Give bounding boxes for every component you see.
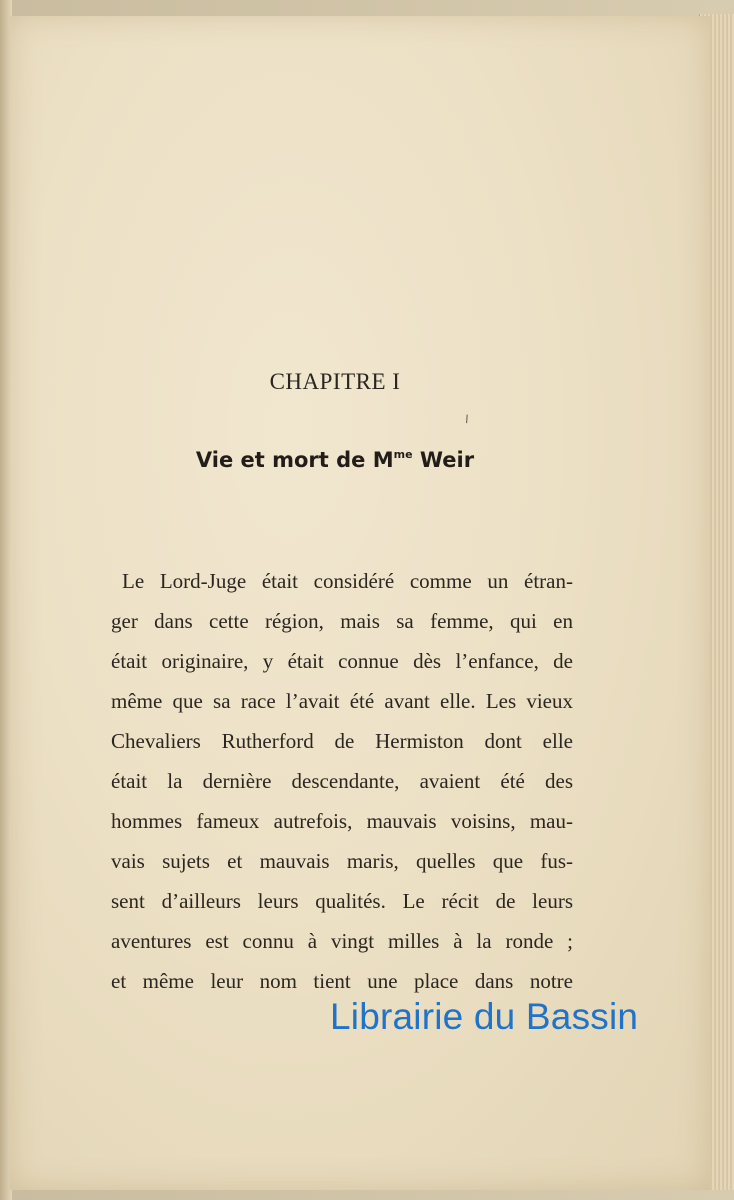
chapter-title-superscript: me xyxy=(393,448,413,461)
chapter-heading: CHAPITRE I xyxy=(269,369,401,394)
chapter-title-prefix: Vie et mort de M xyxy=(195,448,394,472)
stray-ink-mark: \ xyxy=(463,413,471,426)
watermark-text: Librairie du Bassin xyxy=(330,996,639,1037)
text-line: Chevaliers Rutherford de Hermiston dont elle xyxy=(111,729,573,753)
text-line: sent d’ailleurs leurs qualités. Le récit de leurs xyxy=(111,889,573,913)
chapter-title xyxy=(10,448,660,472)
text-line: vais sujets et mauvais maris, quelles que fus- xyxy=(111,849,573,873)
text-line: même que sa race l’avait été avant elle. Les vieux xyxy=(111,689,573,713)
chapter-title-suffix: Weir xyxy=(412,448,475,472)
text-line: et même leur nom tient une place dans notre xyxy=(111,969,573,993)
text-line: hommes fameux autrefois, mauvais voisins, mau- xyxy=(111,809,573,833)
text-line: aventures est connu à vingt milles à la ronde ; xyxy=(111,929,573,953)
text-line: Le Lord-Juge était considéré comme un étran- xyxy=(122,569,573,593)
text-line: était originaire, y était connue dès l’enfance, de xyxy=(111,649,573,673)
body-paragraph xyxy=(111,561,573,1001)
text-line: ger dans cette région, mais sa femme, qui en xyxy=(111,609,573,633)
text-line: était la dernière descendante, avaient été des xyxy=(111,769,573,793)
